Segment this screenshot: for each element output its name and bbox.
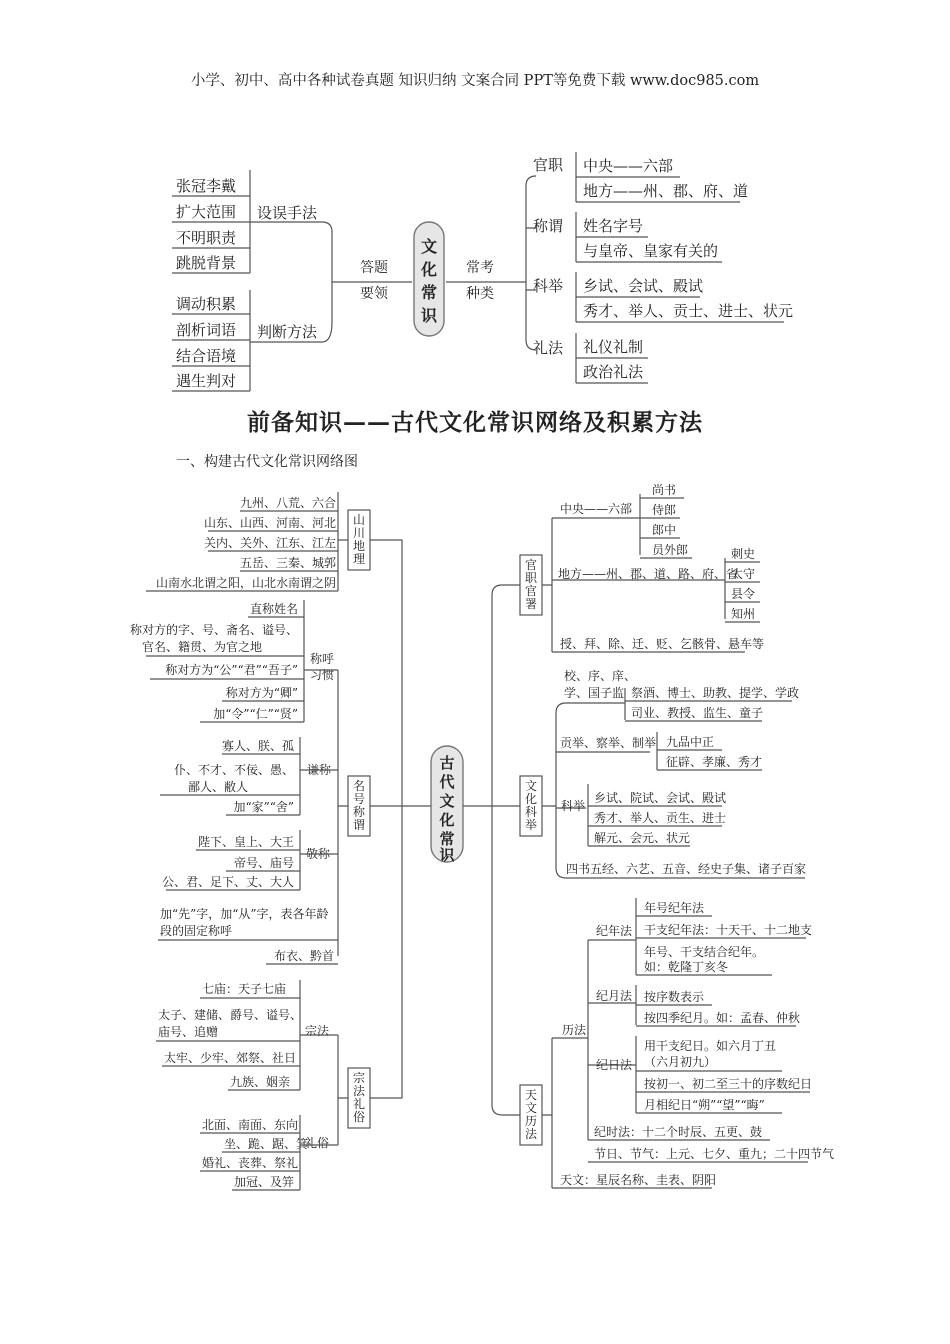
central-label: 中央——六部 bbox=[560, 502, 633, 516]
calendar-char: 法 bbox=[524, 1127, 538, 1141]
center-char: 文 bbox=[420, 237, 438, 256]
left-item: 剖析词语 bbox=[176, 321, 237, 339]
mountains-char: 理 bbox=[352, 552, 366, 566]
month-item: 按序数表示 bbox=[644, 990, 705, 1004]
calendar-char: 历 bbox=[524, 1114, 538, 1128]
recommend-label: 贡举、察举、制举 bbox=[560, 736, 657, 750]
net-center-char: 代 bbox=[439, 773, 455, 791]
central-item: 郎中 bbox=[652, 523, 677, 537]
keju-item: 乡试、院试、会试、殿试 bbox=[594, 791, 727, 805]
left-item: 结合语境 bbox=[176, 347, 237, 365]
mountains-item: 山南水北谓之阳，山北水南谓之阴 bbox=[155, 576, 336, 590]
right-item: 礼仪礼制 bbox=[583, 338, 644, 356]
left-item: 不明职责 bbox=[176, 229, 237, 247]
year-item: 如：乾隆丁亥冬 bbox=[644, 960, 729, 974]
keju-label: 科举 bbox=[561, 799, 586, 813]
exam-branch bbox=[520, 668, 806, 878]
rites-char: 礼 bbox=[352, 1097, 366, 1111]
right-group-label: 官职 bbox=[533, 156, 564, 174]
honor-label: 敬称 bbox=[306, 847, 331, 861]
hour-text: 纪时法：十二个时辰、五更、鼓 bbox=[594, 1125, 763, 1139]
day-item: （六月初九） bbox=[644, 1055, 717, 1069]
habit-item: 加“令”“仁”“贤” bbox=[213, 707, 298, 721]
mountains-item: 九州、八荒、六合 bbox=[239, 496, 336, 510]
clan-item: 七庙：天子七庙 bbox=[202, 982, 287, 996]
school-label: 校、序、庠、 bbox=[564, 669, 637, 683]
year-label: 纪年法 bbox=[596, 924, 633, 938]
right-item: 地方——州、郡、府、道 bbox=[583, 182, 749, 200]
local-item: 刺史 bbox=[731, 547, 756, 561]
day-item: 用干支纪日。如六月丁丑 bbox=[644, 1039, 777, 1053]
custom-item: 婚礼、丧葬、祭礼 bbox=[202, 1156, 299, 1170]
school-item: 祭酒、博士、助教、提学、学政 bbox=[631, 686, 800, 700]
rites-char: 法 bbox=[352, 1084, 366, 1098]
school-label: 学、国子监 bbox=[564, 686, 625, 700]
year-item: 年号、干支结合纪年。 bbox=[644, 945, 765, 959]
office-char: 职 bbox=[524, 571, 538, 585]
left-item: 调动积累 bbox=[176, 295, 237, 313]
humble-item: 加“家”“舍” bbox=[233, 800, 294, 814]
custom-item: 加冠、及笄 bbox=[234, 1175, 295, 1189]
school-item: 司业、教授、监生、童子 bbox=[631, 706, 764, 720]
year-item: 年号纪年法 bbox=[644, 901, 705, 915]
office-branch bbox=[520, 482, 764, 652]
right-group-label: 称谓 bbox=[533, 217, 564, 235]
net-center-char: 化 bbox=[439, 811, 455, 829]
keju-item: 秀才、举人、贡生、进士 bbox=[594, 811, 727, 825]
rites-branch bbox=[156, 980, 370, 1190]
day-item: 月相纪日“朔”“望”“晦” bbox=[644, 1098, 765, 1112]
month-label: 纪月法 bbox=[596, 989, 633, 1003]
net-center-char: 文 bbox=[439, 792, 455, 810]
clan-item: 庙号、追赠 bbox=[158, 1025, 219, 1039]
left-item: 张冠李戴 bbox=[176, 177, 237, 195]
habit-item: 称对方的字、号、斋名、谥号、 bbox=[129, 623, 298, 637]
habit-item: 官名、籍贯、为官之地 bbox=[141, 640, 262, 654]
office-char: 官 bbox=[524, 584, 538, 598]
mountains-char: 山 bbox=[352, 513, 366, 527]
exam-char: 科 bbox=[524, 805, 538, 819]
section-subtitle: 一、构建古代文化常识网络图 bbox=[176, 454, 358, 470]
right-item: 秀才、举人、贡士、进士、状元 bbox=[583, 302, 794, 320]
year-item: 干支纪年法：十天干、十二地支 bbox=[644, 923, 813, 937]
humble-item: 寡人、朕、孤 bbox=[221, 739, 294, 753]
local-item: 知州 bbox=[731, 607, 756, 621]
custom-item: 北面、南面、东向 bbox=[202, 1118, 299, 1132]
left-item: 遇生判对 bbox=[176, 372, 237, 390]
net-center-char: 常 bbox=[439, 830, 455, 848]
page-header: 小学、初中、高中各种试卷真题 知识归纳 文案合同 PPT等免费下载 www.doc985.com bbox=[190, 73, 760, 89]
habit-item: 称对方为“卿” bbox=[225, 686, 298, 700]
habit-item: 直称姓名 bbox=[249, 602, 298, 616]
mountains-item: 关内、关外、江东、江左 bbox=[203, 536, 336, 550]
names-branch bbox=[130, 600, 370, 964]
right-group-label: 礼法 bbox=[533, 339, 564, 357]
local-item: 县令 bbox=[731, 587, 756, 601]
left-item: 扩大范围 bbox=[176, 203, 237, 221]
center-char: 化 bbox=[420, 260, 438, 279]
office-char: 官 bbox=[524, 558, 538, 572]
calendar-branch bbox=[520, 898, 834, 1188]
center-char: 识 bbox=[420, 306, 438, 325]
exam-char: 化 bbox=[524, 792, 538, 806]
center-char: 常 bbox=[420, 283, 438, 302]
day-label: 纪日法 bbox=[596, 1058, 633, 1072]
habit-label: 习惯 bbox=[310, 668, 335, 682]
recommend-item: 征辟、孝廉、秀才 bbox=[666, 755, 763, 769]
net-center-char: 识 bbox=[439, 846, 455, 864]
astro-text: 天文：星辰名称、圭表、阴阳 bbox=[560, 1173, 717, 1187]
names-char: 名 bbox=[352, 779, 366, 793]
age-line: 加“先”字，加“从”字，表各年龄 bbox=[160, 907, 329, 921]
left-item: 跳脱背景 bbox=[176, 254, 237, 272]
exam-char: 举 bbox=[524, 818, 538, 832]
honor-item: 帝号、庙号 bbox=[233, 856, 294, 870]
right-item: 姓名字号 bbox=[583, 217, 644, 235]
mountains-item: 五岳、三秦、城郭 bbox=[239, 556, 336, 570]
month-item: 按四季纪月。如：孟春、仲秋 bbox=[644, 1011, 801, 1025]
calendar-char: 文 bbox=[524, 1101, 538, 1115]
li-label: 历法 bbox=[562, 1023, 587, 1037]
office-char: 署 bbox=[524, 597, 538, 611]
right-hub: 常考 bbox=[466, 260, 494, 276]
honor-item: 陛下、皇上、大王 bbox=[197, 835, 294, 849]
mountains-char: 地 bbox=[352, 539, 366, 553]
local-item: 太守 bbox=[731, 567, 756, 581]
right-item: 乡试、会试、殿试 bbox=[583, 277, 704, 295]
habit-item: 称对方为“公”“君”“吾子” bbox=[165, 663, 298, 677]
recommend-item: 九品中正 bbox=[666, 735, 715, 749]
classics-text: 四书五经、六艺、五音、经史子集、诸子百家 bbox=[566, 862, 807, 876]
age-line: 段的固定称呼 bbox=[160, 924, 233, 938]
left-hub: 答题 bbox=[360, 260, 388, 276]
names-char: 称 bbox=[352, 805, 366, 819]
honor-item: 公、君、足下、丈、大人 bbox=[161, 875, 294, 889]
keju-item: 解元、会元、状元 bbox=[594, 831, 691, 845]
habit-label: 称呼 bbox=[310, 652, 335, 666]
mountains-char: 川 bbox=[352, 526, 366, 540]
custom-label: 礼俗 bbox=[305, 1136, 330, 1150]
clan-item: 太子、建储、爵号、谥号、 bbox=[158, 1008, 303, 1022]
right-item: 中央——六部 bbox=[583, 157, 674, 175]
clan-label: 宗法 bbox=[305, 1024, 330, 1038]
left-group-label: 判断方法 bbox=[257, 323, 318, 341]
names-char: 谓 bbox=[352, 818, 366, 832]
clan-item: 太牢、少牢、郊祭、社日 bbox=[164, 1051, 297, 1065]
central-item: 侍郎 bbox=[652, 503, 677, 517]
mountains-item: 山东、山西、河南、河北 bbox=[203, 516, 336, 530]
exam-char: 文 bbox=[524, 779, 538, 793]
custom-item: 坐、跪、踞、箕 bbox=[224, 1137, 309, 1151]
calendar-char: 天 bbox=[524, 1088, 538, 1102]
top-map bbox=[172, 152, 793, 391]
right-item: 政治礼法 bbox=[583, 363, 644, 381]
net-center-char: 古 bbox=[439, 754, 455, 772]
right-group-label: 科举 bbox=[533, 277, 564, 295]
clan-item: 九族、姻亲 bbox=[230, 1075, 291, 1089]
humble-item: 仆、不才、不佞、愚、 bbox=[173, 763, 294, 777]
rites-char: 俗 bbox=[352, 1110, 366, 1124]
day-item: 按初一、初二至三十的序数纪日 bbox=[644, 1077, 813, 1091]
left-group-label: 设误手法 bbox=[257, 204, 318, 222]
names-char: 号 bbox=[352, 792, 366, 806]
right-hub: 种类 bbox=[466, 286, 494, 302]
right-item: 与皇帝、皇家有关的 bbox=[583, 242, 719, 260]
left-hub: 要领 bbox=[360, 286, 388, 302]
humble-item: 鄙人、敝人 bbox=[187, 780, 248, 794]
page-title: 前备知识——古代文化常识网络及积累方法 bbox=[247, 409, 703, 436]
rites-char: 宗 bbox=[352, 1071, 366, 1085]
plain-text: 布衣、黔首 bbox=[273, 949, 334, 963]
mountains-branch bbox=[146, 492, 370, 591]
office-moves: 授、拜、除、迁、贬、乞骸骨、悬车等 bbox=[560, 637, 765, 651]
central-item: 员外郎 bbox=[652, 543, 689, 557]
humble-label: 谦称 bbox=[307, 763, 332, 777]
central-item: 尚书 bbox=[652, 483, 677, 497]
local-label: 地方——州、郡、道、路、府、省 bbox=[558, 567, 739, 581]
festival-text: 节日、节气：上元、七夕、重九；二十四节气 bbox=[594, 1147, 835, 1161]
